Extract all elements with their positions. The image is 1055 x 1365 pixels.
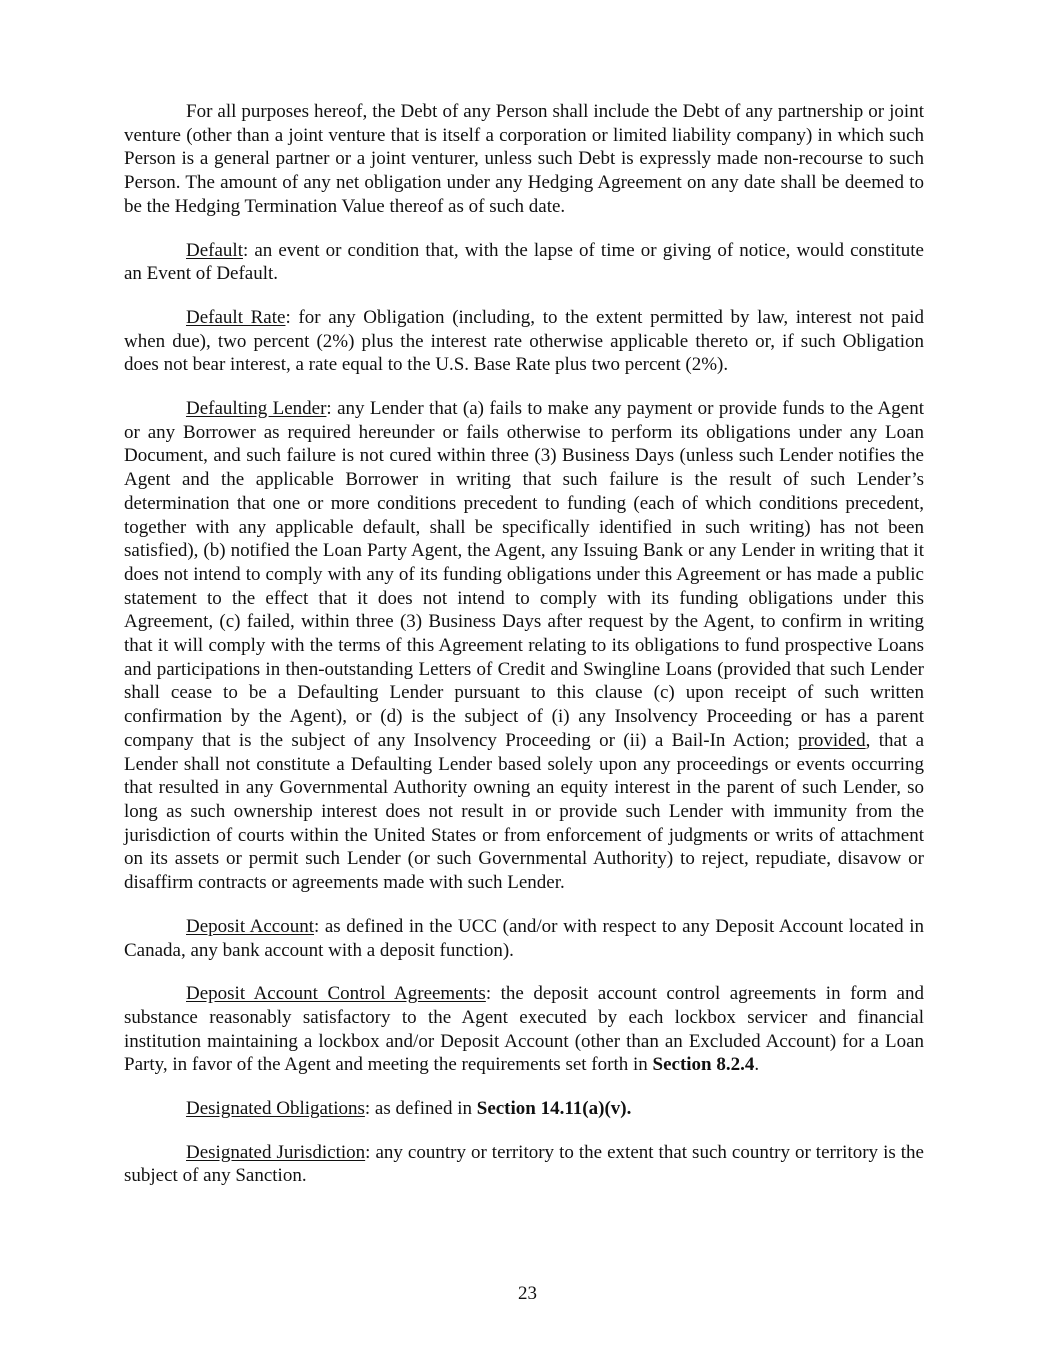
provided-term: provided — [798, 729, 866, 751]
definition-text: : an event or condition that, with the lapse of time or giving of notice, would constitute an Event of Default. — [124, 239, 924, 285]
definition-text: : as defined in — [364, 1098, 477, 1120]
definition-text-continued: , that a Lender shall not constitute a Defaulting Lender based solely upon any proceedings or events occurring that resulted in any Governmental Authority owning an equity interest in the parent of such Lender, so long as such ownership interest does not result in or provide such Lender with immunity from the jurisdiction of courts within the United States or from enforcement of judgments or writs of attachment on its assets or permit such Lender (or such Governmental Authority) to reject, repudiate, disavow or disaffirm contracts or agreements made with such Lender. — [124, 729, 924, 894]
definition-text: : the deposit account control agreements in form and substance reasonably satisfactory to the Agent executed by each lockbox servicer and financial institution maintaining a lockbox and/or Deposit Account (other than an Excluded Account) for a Loan Party, in favor of the Agent and meeting the requirements set forth in — [124, 983, 924, 1076]
defined-term: Default — [186, 239, 243, 261]
paragraph-text: For all purposes hereof, the Debt of any Person shall include the Debt of any partnership or joint venture (other than a joint venture that is itself a corporation or limited liability company) in which such Person is a general partner or a joint venturer, unless such Debt is expressly made non-recourse to such Person. The amount of any net obligation under any Hedging Agreement on any date shall be deemed to be the Hedging Termination Value thereof as of such date. — [124, 101, 924, 217]
definition-designated-jurisdiction — [124, 1141, 924, 1188]
section-reference: Section 14.11(a)(v). — [476, 1098, 632, 1120]
definition-designated-obligations — [124, 1097, 924, 1121]
definition-end: . — [754, 1054, 760, 1076]
document-page — [124, 100, 924, 1208]
definition-default — [124, 239, 924, 286]
definition-default-rate — [124, 306, 924, 377]
defined-term: Default Rate — [186, 306, 286, 328]
definition-defaulting-lender — [124, 397, 924, 895]
definition-deposit-account-control-agreements — [124, 982, 924, 1077]
defined-term: Designated Jurisdiction — [186, 1141, 366, 1163]
defined-term: Deposit Account — [186, 915, 315, 937]
paragraph-debt — [124, 100, 924, 219]
definition-text: : as defined in the UCC (and/or with respect to any Deposit Account located in Canada, any bank account with a deposit function). — [124, 915, 924, 961]
section-reference: Section 8.2.4 — [652, 1054, 755, 1076]
definition-text: : for any Obligation (including, to the extent permitted by law, interest not paid when due), two percent (2%) plus the interest rate otherwise applicable thereto or, if such Obligation does not bear interest, a rate equal to the U.S. Base Rate plus two percent (2%). — [124, 306, 924, 376]
definition-text: : any Lender that (a) fails to make any payment or provide funds to the Agent or any Borrower as required hereunder or fails otherwise to perform its obligations under any Loan Document, and such failure is not cured within three (3) Business Days (unless such Lender notifies the Agent and the applicable Borrower in writing that such failure is the result of such Lender’s determination that one or more conditions precedent to funding (each of which conditions precedent, together with any applicable default, shall be specifically identified in such writing) has not been satisfied), (b) notified the Loan Party Agent, the Agent, any Issuing Bank or any Lender in writing that it does not intend to comply with any of its funding obligations under this Agreement or has made a public statement to the effect that it does not intend to comply with its funding obligations under this Agreement, (c) failed, within three (3) Business Days after request by the Agent, to confirm in writing that it will comply with the terms of this Agreement relating to its obligations to fund prospective Loans and participations in then-outstanding Letters of Credit and Swingline Loans (provided that such Lender shall cease to be a Defaulting Lender pursuant to this clause (c) upon receipt of such written confirmation by the Agent), or (d) is the subject of (i) any Insolvency Proceeding or has a parent company that is the subject of any Insolvency Proceeding or (ii) a Bail-In Action; — [124, 398, 924, 751]
defined-term: Deposit Account Control Agreements — [186, 983, 486, 1005]
page-number: 23 — [518, 1283, 537, 1304]
defined-term: Defaulting Lender — [186, 398, 327, 420]
definition-text: : any country or territory to the extent that such country or territory is the subject of any Sanction. — [124, 1141, 924, 1187]
defined-term: Designated Obligations — [186, 1098, 365, 1120]
definition-deposit-account — [124, 915, 924, 962]
